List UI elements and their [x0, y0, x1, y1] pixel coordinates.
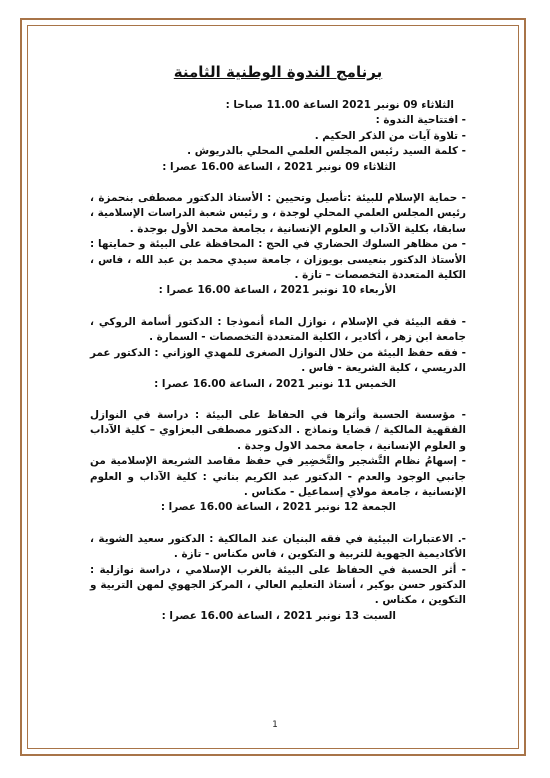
- talk-item: - فقه حفظ البيئة من خلال النوازل الصغرى للمهدي الوزاني : الدكتور عمر الدريسي ، كلية الشريعة - فاس .: [90, 346, 466, 375]
- session-heading-day1-morning: الثلاثاء 09 نونبر 2021 الساعة 11.00 صباحا :: [225, 99, 454, 111]
- session-heading-day5: السبت 13 نونبر 2021 ، الساعة 16.00 عصرا :: [161, 609, 396, 622]
- talk-item: -. الاعتبارات البيئية في فقه البنيان عند المالكية : الدكتور سعيد الشوية ، الأكاديمية الجهوية للتربية و التكوين ، فاس مكناس - تازة .: [90, 532, 466, 561]
- program-content: [90, 62, 466, 624]
- talk-item: - فقه البيئة في الإسلام ، نوازل الماء أنموذجا : الدكتور أسامة الروكي ، جامعة ابن زهر ، أكادير ، الكلية المتعددة التخصصات - السمارة .: [90, 315, 466, 344]
- opening-item: - كلمة السيد رئيس المجلس العلمي المحلي بالدريوش .: [187, 145, 466, 158]
- talk-item: - من مظاهر السلوك الحضاري في الحج : المحافظة على البيئة و حمايتها : الأستاذ الدكتور بنعيسى بويوزان ، جامعة سيدي محمد بن عبد الله ، فاس ، الكلية المتعددة التخصصات – تازة .: [90, 238, 466, 282]
- document-title: برنامج الندوة الوطنية الثامنة: [173, 63, 383, 81]
- session-heading-day1-evening: الثلاثاء 09 نونبر 2021 ، الساعة 16.00 عصرا :: [162, 160, 396, 173]
- talk-item: - إسهامُ نظام التَّشجير والتَّخضِير في حفظ مقاصد الشريعة الإسلامية من جانبي الوجود والعدم - الدكتور عبد الكريم بناني : كلية الآداب و العلوم الإنسانية ، جامعة مولاي إسماعيل - مكناس .: [90, 455, 466, 498]
- talk-item: - مؤسسة الحسبة وأثرها في الحفاظ على البيئة : دراسة في النوازل الفقهية المالكية / قضايا ونماذج . الدكتور مصطفى البعزاوي – كلية الآداب و العلوم الإنسانية ، جامعة محمد الاول وجدة .: [90, 408, 466, 452]
- opening-item: - تلاوة آيات من الذكر الحكيم .: [314, 129, 466, 142]
- session-heading-day3: الخميس 11 نونبر 2021 ، الساعة 16.00 عصرا :: [154, 377, 396, 390]
- talk-item: - أثر الحسبة في الحفاظ على البيئة بالغرب الإسلامي ، دراسة نوازلية : الدكتور حسن بوكير ، أستاذ التعليم العالي ، المركز الجهوي لمهن التربية و التكوين ، مكناس .: [90, 563, 466, 607]
- page-number: 1: [272, 720, 278, 730]
- opening-item: - افتتاحية الندوة :: [375, 114, 466, 127]
- talk-item: - حماية الإسلام للبيئة :تأصيل وتحيين : الأستاذ الدكتور مصطفى بنحمزة ، رئيس المجلس العلمي المحلي لوجدة ، و رئيس شعبة الدراسات الإسلامية ، سابقا، بكلية الآداب و العلوم الإنسانية ، بجامعة محمد الأول بوجدة .: [90, 192, 466, 235]
- session-heading-day4: الجمعة 12 نونبر 2021 ، الساعة 16.00 عصرا :: [160, 501, 396, 514]
- session-heading-day2: الأربعاء 10 نونبر 2021 ، الساعة 16.00 عصرا :: [158, 284, 396, 297]
